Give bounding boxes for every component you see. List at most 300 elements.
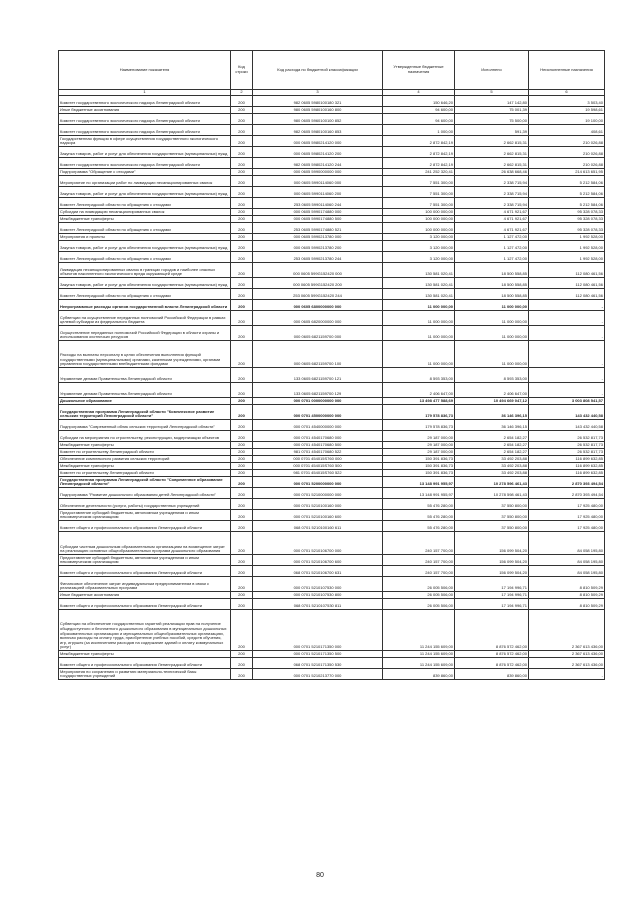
row-approved: 94 600,00	[383, 114, 455, 125]
row-name: Мероприятие по организации работ по ликвидации несанкционированных свалок	[59, 176, 231, 187]
row-unexecuted: 116 899 632,85	[529, 470, 605, 477]
row-line-code: 200	[231, 442, 253, 449]
table-row	[59, 599, 605, 610]
row-name: Закупка товаров, работ и услуг для обеспечения государственных (муниципальных) нужд	[59, 187, 231, 198]
table-row	[59, 198, 605, 209]
row-executed: 10 278 596 461,43	[455, 477, 529, 488]
row-line-code: 200	[231, 566, 253, 577]
row-unexecuted: 210 026,88	[529, 158, 605, 169]
row-budget-code: 000 0701 454015S760 500	[253, 463, 383, 470]
row-approved: 130 581 020,41	[383, 289, 455, 300]
row-unexecuted: 84 058 195,80	[529, 555, 605, 566]
table-row	[59, 510, 605, 521]
row-approved: 7 551 300,00	[383, 187, 455, 198]
row-executed: 11 000 000,00	[455, 300, 529, 311]
row-executed: 18 500 558,85	[455, 289, 529, 300]
row-approved: 2 872 842,19	[383, 158, 455, 169]
table-row	[59, 125, 605, 136]
row-approved: 2 406 647,00	[383, 383, 455, 398]
row-budget-code: 068 0701 5210106700 631	[253, 566, 383, 577]
table-row	[59, 289, 605, 300]
row-name: Обеспечение комплексного развития сельских территорий	[59, 456, 231, 463]
row-unexecuted: 2 367 613 436,00	[529, 610, 605, 651]
row-name: Дошкольное образование	[59, 398, 231, 405]
row-name: Субвенции на обеспечение государственных гарантий реализации прав на получение общедоступного и бесплатного дошкольного образования в муниципальных дошкольных образовательных организациях и муниципальных общеобразовательных организациях, включая расходы на оплату труда, приобретение учебных пособий, средств обучения, игр, игрушек (за исключением расходов на содержание зданий и оплату коммунальных услуг)	[59, 610, 231, 651]
row-line-code: 200	[231, 311, 253, 326]
row-unexecuted: 116 899 632,85	[529, 463, 605, 470]
row-budget-code: 000 0605 5990000000 000	[253, 169, 383, 176]
row-name: Закупка товаров, работ и услуг для обеспечения государственных (муниципальных) нужд	[59, 147, 231, 158]
header-budget-code: Код расхода по бюджетной классификации	[253, 51, 383, 90]
row-budget-code: 000 0605 599G152420 000	[253, 263, 383, 278]
row-name: Предоставление субсидий бюджетным, автономным учреждениям и иным некоммерческим организациям	[59, 555, 231, 566]
row-approved: 11 000 000,00	[383, 341, 455, 368]
table-row	[59, 252, 605, 263]
row-approved: 7 551 300,00	[383, 176, 455, 187]
row-executed: 2 338 715,94	[455, 176, 529, 187]
row-approved: 1 000,00	[383, 125, 455, 136]
row-approved: 26 005 506,00	[383, 577, 455, 592]
row-budget-code: 000 0605 6821159700 100	[253, 341, 383, 368]
row-name: Мероприятия по сохранению и развитию материально-технической базы государственных учреждений	[59, 669, 231, 680]
row-budget-code: 133 0605 6821159700 121	[253, 368, 383, 383]
row-approved: 3 120 000,00	[383, 234, 455, 241]
row-approved: 26 005 506,00	[383, 599, 455, 610]
row-executed: 75 500,00	[455, 114, 529, 125]
row-approved: 240 157 700,00	[383, 566, 455, 577]
table-row	[59, 555, 605, 566]
row-approved: 100 000 000,00	[383, 216, 455, 223]
row-approved: 55 476 280,00	[383, 499, 455, 510]
table-row	[59, 566, 605, 577]
table-row	[59, 477, 605, 488]
row-line-code: 200	[231, 368, 253, 383]
row-executed: 1 127 472,00	[455, 252, 529, 263]
row-name: Управление делами Правительства Ленинградской области	[59, 368, 231, 383]
row-executed: 156 099 504,20	[455, 566, 529, 577]
row-name: Комитет общего и профессионального образования Ленинградской области	[59, 599, 231, 610]
row-budget-code: 000 0605 5980214120 200	[253, 147, 383, 158]
row-executed: 4 671 921,67	[455, 216, 529, 223]
row-approved: 55 476 280,00	[383, 510, 455, 521]
row-unexecuted: -	[529, 669, 605, 680]
row-executed: 4 671 921,67	[455, 209, 529, 216]
table-row	[59, 311, 605, 326]
table-row	[59, 499, 605, 510]
row-name: Государственная программа Ленинградской области "Комплексное развитие сельских территорий Ленинградской области"	[59, 405, 231, 420]
row-budget-code: 980 0605 5960100100 852	[253, 114, 383, 125]
row-unexecuted: 408,61	[529, 125, 605, 136]
row-name: Комитет государственного экологического надзора Ленинградской области	[59, 158, 231, 169]
row-executed: 26 638 668,46	[455, 169, 529, 176]
row-executed: 8 593 353,00	[455, 368, 529, 383]
row-approved: 130 581 020,41	[383, 263, 455, 278]
row-name: Подпрограмма "Развитие дошкольного образования детей Ленинградской области"	[59, 488, 231, 499]
header-name: Наименование показателя	[59, 51, 231, 90]
column-number: 5	[455, 90, 529, 96]
row-line-code: 200	[231, 449, 253, 456]
row-unexecuted: 19 598,61	[529, 107, 605, 114]
row-unexecuted: 116 899 632,85	[529, 456, 605, 463]
row-budget-code: 000 0701 0000000000 000	[253, 398, 383, 405]
row-budget-code: 000 0701 5210106700 600	[253, 555, 383, 566]
row-unexecuted: -	[529, 311, 605, 326]
row-line-code: 200	[231, 499, 253, 510]
row-unexecuted: 17 925 480,00	[529, 499, 605, 510]
row-executed: 37 550 800,00	[455, 521, 529, 532]
row-line-code: 200	[231, 599, 253, 610]
row-budget-code: 000 0701 5210171350 500	[253, 651, 383, 658]
row-line-code: 200	[231, 278, 253, 289]
row-line-code: 200	[231, 610, 253, 651]
row-unexecuted: 1 992 528,00	[529, 252, 605, 263]
row-unexecuted: 214 613 651,95	[529, 169, 605, 176]
row-budget-code: 000 0605 5990213780 200	[253, 241, 383, 252]
row-line-code: 200	[231, 198, 253, 209]
row-executed: 18 500 558,85	[455, 278, 529, 289]
row-approved: 150 646,20	[383, 96, 455, 107]
row-approved: 2 872 842,19	[383, 147, 455, 158]
table-row	[59, 326, 605, 341]
table-row	[59, 209, 605, 216]
table-row	[59, 383, 605, 398]
row-executed: 11 000 000,00	[455, 326, 529, 341]
row-executed: 17 194 996,71	[455, 577, 529, 592]
row-unexecuted: 3 003 808 541,57	[529, 398, 605, 405]
column-number: 1	[59, 90, 231, 96]
row-unexecuted: 17 925 480,00	[529, 521, 605, 532]
row-unexecuted: 5 212 584,06	[529, 187, 605, 198]
row-executed: 4 671 921,67	[455, 223, 529, 234]
row-name: Комитет общего и профессионального образования Ленинградской области	[59, 566, 231, 577]
row-executed: 75 001,39	[455, 107, 529, 114]
row-unexecuted: -	[529, 383, 605, 398]
row-budget-code: 982 0605 5980100160 853	[253, 125, 383, 136]
row-approved: 11 000 000,00	[383, 311, 455, 326]
row-unexecuted: 5 212 584,06	[529, 198, 605, 209]
table-row	[59, 610, 605, 651]
row-budget-code: 000 0605 5990213780 000	[253, 234, 383, 241]
row-approved: 150 391 836,73	[383, 463, 455, 470]
row-approved: 150 391 836,73	[383, 456, 455, 463]
row-line-code: 200	[231, 420, 253, 431]
row-budget-code: 000 0701 5210100160 000	[253, 499, 383, 510]
row-name: Расходы на выплаты персоналу в целях обеспечения выполнения функций государственными (муниципальными) органами, казенными учреждениями, органами управления государственными внебюджетными фондами	[59, 341, 231, 368]
row-approved: 130 581 020,41	[383, 278, 455, 289]
row-name: Комитет государственного экологического надзора Ленинградской области	[59, 114, 231, 125]
row-budget-code: 000 0701 4540170680 500	[253, 442, 383, 449]
row-executed: 839 860,00	[455, 669, 529, 680]
header-approved: Утвержденные бюджетные назначения	[383, 51, 455, 90]
table-row	[59, 187, 605, 198]
row-line-code: 200	[231, 147, 253, 158]
table-row	[59, 107, 605, 114]
row-unexecuted: 26 532 817,73	[529, 431, 605, 442]
row-line-code: 200	[231, 510, 253, 521]
row-unexecuted: 2 367 613 436,00	[529, 651, 605, 658]
table-row	[59, 488, 605, 499]
table-body	[59, 96, 605, 680]
row-line-code: 200	[231, 431, 253, 442]
row-budget-code: 000 0605 5990174880 000	[253, 209, 383, 216]
row-approved: 7 551 300,00	[383, 198, 455, 209]
row-name: Управление делами Правительства Ленинградской области	[59, 383, 231, 398]
row-budget-code: 068 0701 5210171350 530	[253, 658, 383, 669]
table-row	[59, 147, 605, 158]
row-unexecuted: 143 432 440,58	[529, 420, 605, 431]
row-budget-code: 000 0701 4540000000 000	[253, 420, 383, 431]
table-row	[59, 405, 605, 420]
row-name: Закупка товаров, работ и услуг для обеспечения государственных (муниципальных) нужд	[59, 278, 231, 289]
table-row	[59, 658, 605, 669]
row-budget-code: 253 0605 5990174880 521	[253, 223, 383, 234]
row-executed: 8 876 572 462,00	[455, 658, 529, 669]
row-executed: 17 194 996,71	[455, 599, 529, 610]
row-unexecuted: 5 212 584,06	[529, 176, 605, 187]
row-executed: 33 492 203,88	[455, 470, 529, 477]
row-executed: 2 654 182,27	[455, 431, 529, 442]
row-budget-code: 000 0701 5210106700 000	[253, 532, 383, 555]
row-unexecuted: 26 532 817,73	[529, 449, 605, 456]
table-row	[59, 463, 605, 470]
row-line-code: 200	[231, 463, 253, 470]
row-approved: 29 187 000,00	[383, 431, 455, 442]
row-name: Обеспечение деятельности (услуги, работы) государственных учреждений	[59, 499, 231, 510]
row-executed: 156 099 504,20	[455, 555, 529, 566]
row-approved: 55 476 280,00	[383, 521, 455, 532]
row-unexecuted: 143 432 440,58	[529, 405, 605, 420]
row-approved: 11 244 155 609,00	[383, 658, 455, 669]
row-name: Закупка товаров, работ и услуг для обеспечения государственных (муниципальных) нужд	[59, 241, 231, 252]
row-unexecuted: 95 328 078,33	[529, 216, 605, 223]
row-name: Подпрограмма "Современный облик сельских территорий Ленинградской области"	[59, 420, 231, 431]
row-budget-code: 000 0605 5980214120 000	[253, 136, 383, 147]
row-executed: 10 278 598 461,43	[455, 488, 529, 499]
row-name: Комитет государственного экологического надзора Ленинградской области	[59, 96, 231, 107]
table-row	[59, 651, 605, 658]
row-approved: 179 578 836,73	[383, 420, 455, 431]
row-approved: 94 600,00	[383, 107, 455, 114]
row-budget-code: 000 0605 5990114060 200	[253, 187, 383, 198]
row-executed: 156 099 504,20	[455, 532, 529, 555]
row-executed: 8 876 572 462,00	[455, 651, 529, 658]
row-budget-code: 000 0701 5200000000 000	[253, 477, 383, 488]
row-budget-code: 000 0701 5210100160 600	[253, 510, 383, 521]
report-sheet	[58, 50, 604, 680]
row-budget-code: 000 0605 5990174880 500	[253, 216, 383, 223]
row-executed: 33 492 203,88	[455, 463, 529, 470]
table-row	[59, 96, 605, 107]
table-row	[59, 341, 605, 368]
row-executed: 147 142,80	[455, 96, 529, 107]
row-executed: 2 662 815,31	[455, 147, 529, 158]
row-executed: 1 127 472,00	[455, 241, 529, 252]
table-row	[59, 456, 605, 463]
row-executed: 11 000 000,00	[455, 311, 529, 326]
row-name: Комитет общего и профессионального образования Ленинградской области	[59, 658, 231, 669]
row-name: Межбюджетные трансферты	[59, 651, 231, 658]
row-name: Государственная функция в сфере осуществления государственного экологического надзора	[59, 136, 231, 147]
row-unexecuted: 17 925 480,00	[529, 510, 605, 521]
row-approved: 29 187 000,00	[383, 449, 455, 456]
row-unexecuted: 112 080 461,56	[529, 289, 605, 300]
row-name: Субвенции на осуществление переданных полномочий Российской Федерации в рамках целевой субсидии из федерального бюджета	[59, 311, 231, 326]
row-line-code: 200	[231, 187, 253, 198]
row-budget-code: 000 0701 5210107530 000	[253, 577, 383, 592]
row-budget-code: 000 0605 599G152420 200	[253, 278, 383, 289]
table-row	[59, 216, 605, 223]
table-row	[59, 532, 605, 555]
row-line-code: 200	[231, 241, 253, 252]
row-budget-code: 253 0605 599G152420 244	[253, 289, 383, 300]
row-executed: 2 338 715,94	[455, 187, 529, 198]
row-unexecuted: 19 100,00	[529, 114, 605, 125]
row-name: Иные бюджетные ассигнования	[59, 107, 231, 114]
row-executed: 2 654 182,27	[455, 442, 529, 449]
header-executed: Исполнено	[455, 51, 529, 90]
row-budget-code: 253 0605 5990213780 244	[253, 252, 383, 263]
row-name: Комитет государственного экологического надзора Ленинградской области	[59, 125, 231, 136]
row-line-code: 200	[231, 592, 253, 599]
row-approved: 8 593 353,00	[383, 368, 455, 383]
row-budget-code: 000 0701 4540170680 000	[253, 431, 383, 442]
row-unexecuted: 2 870 393 494,54	[529, 477, 605, 488]
row-executed: 10 494 669 047,12	[455, 398, 529, 405]
table-row	[59, 470, 605, 477]
row-line-code: 200	[231, 456, 253, 463]
row-executed: 33 492 203,88	[455, 456, 529, 463]
row-unexecuted: 3 503,40	[529, 96, 605, 107]
row-line-code: 200	[231, 651, 253, 658]
row-name: Комитет Ленинградской области по обращению с отходами	[59, 198, 231, 209]
row-line-code: 200	[231, 136, 253, 147]
row-line-code: 200	[231, 176, 253, 187]
column-number: 2	[231, 90, 253, 96]
row-line-code: 200	[231, 341, 253, 368]
row-name: Комитет Ленинградской области по обращению с отходами	[59, 252, 231, 263]
row-executed: 37 550 800,00	[455, 510, 529, 521]
table-row	[59, 300, 605, 311]
row-approved: 29 187 000,00	[383, 442, 455, 449]
row-executed: 1 127 472,00	[455, 234, 529, 241]
row-executed: 2 654 182,27	[455, 449, 529, 456]
row-line-code: 200	[231, 223, 253, 234]
table-row	[59, 577, 605, 592]
row-line-code: 200	[231, 252, 253, 263]
row-budget-code: 981 0701 4540170680 522	[253, 449, 383, 456]
row-name: Межбюджетные трансферты	[59, 216, 231, 223]
row-name: Комитет по строительству Ленинградской области	[59, 449, 231, 456]
row-name: Межбюджетные трансферты	[59, 442, 231, 449]
row-budget-code: 068 0701 5210107530 811	[253, 599, 383, 610]
table-row	[59, 420, 605, 431]
row-unexecuted: 95 328 078,33	[529, 223, 605, 234]
row-line-code: 200	[231, 577, 253, 592]
row-budget-code: 980 0605 5980100160 800	[253, 107, 383, 114]
row-executed: 2 338 715,94	[455, 198, 529, 209]
row-unexecuted: 112 080 461,56	[529, 278, 605, 289]
table-row	[59, 278, 605, 289]
row-approved: 3 120 000,00	[383, 241, 455, 252]
row-approved: 11 244 155 609,00	[383, 651, 455, 658]
table-row	[59, 398, 605, 405]
row-line-code: 200	[231, 114, 253, 125]
row-unexecuted: 2 870 393 494,54	[529, 488, 605, 499]
row-executed: 36 146 396,15	[455, 420, 529, 431]
row-budget-code: 000 0605 6800000000 000	[253, 300, 383, 311]
row-unexecuted: 1 992 528,00	[529, 234, 605, 241]
row-line-code: 200	[231, 532, 253, 555]
row-line-code: 200	[231, 488, 253, 499]
row-unexecuted: -	[529, 326, 605, 341]
row-name: Комитет общего и профессионального образования Ленинградской области	[59, 521, 231, 532]
row-executed: 18 500 558,85	[455, 263, 529, 278]
row-executed: 37 550 800,00	[455, 499, 529, 510]
row-line-code: 200	[231, 398, 253, 405]
row-budget-code: 000 0701 5210213770 000	[253, 669, 383, 680]
row-approved: 241 252 320,41	[383, 169, 455, 176]
row-unexecuted: 95 328 078,33	[529, 209, 605, 216]
row-unexecuted: 84 058 195,80	[529, 532, 605, 555]
row-line-code: 200	[231, 470, 253, 477]
table-row	[59, 263, 605, 278]
row-line-code: 200	[231, 107, 253, 114]
table-row	[59, 368, 605, 383]
row-budget-code: 982 0605 5980214120 244	[253, 158, 383, 169]
page-number: 80	[316, 872, 324, 879]
row-line-code: 200	[231, 326, 253, 341]
row-approved: 11 000 000,00	[383, 300, 455, 311]
row-approved: 100 000 000,00	[383, 209, 455, 216]
row-budget-code: 000 0605 5990114060 000	[253, 176, 383, 187]
row-name: Ликвидация несанкционированных свалок в границах городов и наиболее опасных объектов накопленного экологического вреда окружающей среде	[59, 263, 231, 278]
row-budget-code: 000 0701 4500000000 000	[253, 405, 383, 420]
row-approved: 240 157 700,00	[383, 555, 455, 566]
row-approved: 100 000 000,00	[383, 223, 455, 234]
row-approved: 3 120 000,00	[383, 252, 455, 263]
row-approved: 240 157 700,00	[383, 532, 455, 555]
row-name: Финансовое обеспечение затрат индивидуальным предпринимателям в связи с реализацией образовательных программ	[59, 577, 231, 592]
row-unexecuted: 84 058 195,80	[529, 566, 605, 577]
row-name: Комитет Ленинградской области по обращению с отходами	[59, 289, 231, 300]
row-name: Государственная программа Ленинградской области "Современное образование Ленинградской области"	[59, 477, 231, 488]
row-executed: 36 146 396,15	[455, 405, 529, 420]
row-executed: 2 406 647,00	[455, 383, 529, 398]
table-row	[59, 176, 605, 187]
header-line-code: Код строки	[231, 51, 253, 90]
row-executed: 2 662 815,31	[455, 158, 529, 169]
row-line-code: 200	[231, 209, 253, 216]
row-approved: 13 148 991 955,97	[383, 488, 455, 499]
row-unexecuted: 210 026,88	[529, 147, 605, 158]
row-line-code: 200	[231, 96, 253, 107]
column-number: 4	[383, 90, 455, 96]
row-unexecuted: 8 810 509,29	[529, 599, 605, 610]
row-approved: 13 498 477 588,69	[383, 398, 455, 405]
row-line-code: 200	[231, 477, 253, 488]
row-name: Субсидии частным дошкольным образовательным организациям на возмещение затрат на реализацию основных общеобразовательных программ дошкольного образования	[59, 532, 231, 555]
table-row	[59, 592, 605, 599]
row-approved: 13 148 991 955,97	[383, 477, 455, 488]
row-line-code: 200	[231, 169, 253, 176]
row-unexecuted: -	[529, 300, 605, 311]
row-unexecuted: 112 080 461,56	[529, 263, 605, 278]
row-line-code: 200	[231, 669, 253, 680]
column-number: 6	[529, 90, 605, 96]
row-unexecuted: 8 810 509,29	[529, 592, 605, 599]
row-unexecuted: 210 026,88	[529, 136, 605, 147]
row-line-code: 200	[231, 383, 253, 398]
